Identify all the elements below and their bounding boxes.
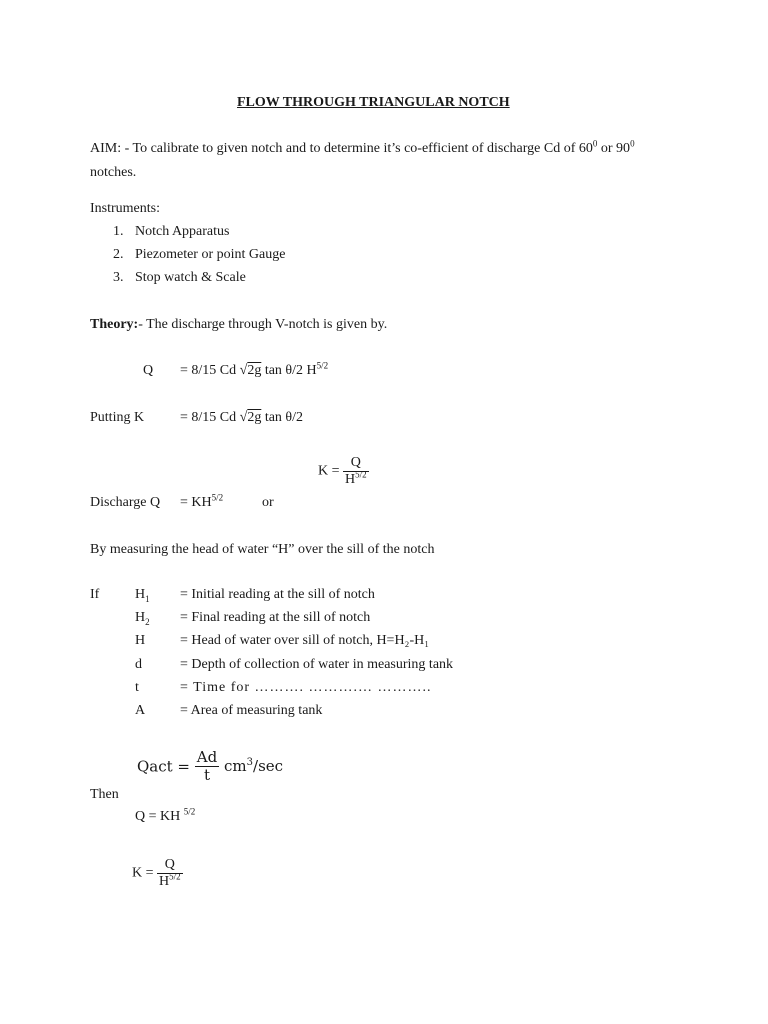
fraction-numerator: Q — [350, 455, 361, 470]
equation-1-exp: 5/2 — [316, 360, 329, 371]
theory-text: - The discharge through V-notch is given by. — [138, 317, 388, 332]
def-symbol-3: H — [135, 633, 146, 648]
fraction-final-numerator: Q — [164, 857, 175, 872]
def-text-2: = Final reading at the sill of notch — [180, 610, 371, 625]
instruments-heading: Instruments: — [90, 201, 160, 216]
equation-k-lhs: K = — [318, 463, 340, 479]
qact-lhs: Qact = — [137, 757, 191, 776]
equation-2-coef: = 8/15 Cd √ — [180, 410, 248, 425]
equation-2-rest: tan θ/2 — [261, 410, 304, 425]
equation-2-rhs — [180, 411, 303, 425]
aim-text-mid: or 90 — [597, 141, 631, 156]
aim-degree-1: 0 — [592, 138, 598, 149]
def-symbol-2: $H_2$ — [135, 610, 150, 627]
theory-label: Theory: — [90, 317, 139, 332]
aim-degree-2: 0 — [630, 138, 635, 149]
discharge-lhs: Discharge Q — [90, 495, 161, 510]
def-text-3: = Head of water over sill of notch, H=H₂-H₁ — [180, 633, 430, 648]
instrument-item-2: Piezometer or point Gauge — [135, 247, 286, 262]
equation-2-lhs: Putting K — [90, 410, 145, 425]
def-text-1: = Initial reading at the sill of notch — [180, 587, 375, 602]
equation-1-coef: = 8/15 Cd √ — [180, 363, 248, 378]
qact-unit: $cm^3/\sec$ — [224, 757, 284, 776]
aim-line-2: notches. — [90, 165, 137, 180]
equation-2-root: 2g — [247, 410, 262, 425]
def-text-5: = Time for ………. ……….… ……….. — [180, 680, 432, 695]
fraction-final-denominator: $H^{5/2}$ — [159, 871, 181, 890]
aim-text: AIM: - To calibrate to given notch and to determine it’s co-efficient of discharge Cd of 60 — [90, 141, 593, 156]
def-symbol-6: A — [135, 703, 146, 718]
instrument-num-3: 3. — [113, 270, 124, 285]
discharge-exp: 5/2 — [211, 492, 224, 503]
instrument-num-1: 1. — [113, 224, 124, 239]
def-symbol-4: d — [135, 657, 142, 672]
def-text-6: = Area of measuring tank — [180, 703, 323, 718]
qact-equation — [137, 749, 283, 785]
if-label: If — [90, 587, 100, 602]
discharge-rhs — [180, 492, 224, 510]
qact-fraction — [195, 749, 219, 785]
equation-1-lhs: Q — [143, 363, 154, 378]
equation-1-root: 2g — [247, 363, 262, 378]
qact-denominator: t — [195, 766, 219, 784]
equation-1-rhs — [180, 360, 329, 378]
aim-line — [90, 138, 635, 156]
equation-k-final — [132, 857, 183, 890]
def-text-4: = Depth of collection of water in measuring tank — [180, 657, 454, 672]
discharge-eq: = KH — [180, 495, 212, 510]
equation-k-final-lhs: K = — [132, 865, 154, 881]
instrument-item-1: Notch Apparatus — [135, 224, 230, 239]
fraction-final — [157, 857, 183, 890]
qact-numerator: Ad — [196, 748, 218, 766]
then-label: Then — [90, 787, 119, 802]
equation-5: Q = KH $^{5/2}$ — [135, 806, 196, 824]
fraction — [343, 455, 369, 488]
discharge-or: or — [262, 495, 274, 510]
measure-text: By measuring the head of water “H” over the sill of the notch — [90, 542, 435, 557]
page-title: FLOW THROUGH TRIANGULAR NOTCH — [237, 95, 510, 110]
instrument-num-2: 2. — [113, 247, 124, 262]
def-symbol-1: $H_1$ — [135, 587, 150, 604]
def-symbol-5: t — [135, 680, 139, 695]
theory-line — [90, 318, 387, 332]
equation-k-fraction — [318, 455, 369, 488]
instrument-item-3: Stop watch & Scale — [135, 270, 246, 285]
equation-1-rest: tan θ/2 H — [261, 363, 317, 378]
fraction-denominator: $H^{5/2}$ — [345, 469, 367, 488]
